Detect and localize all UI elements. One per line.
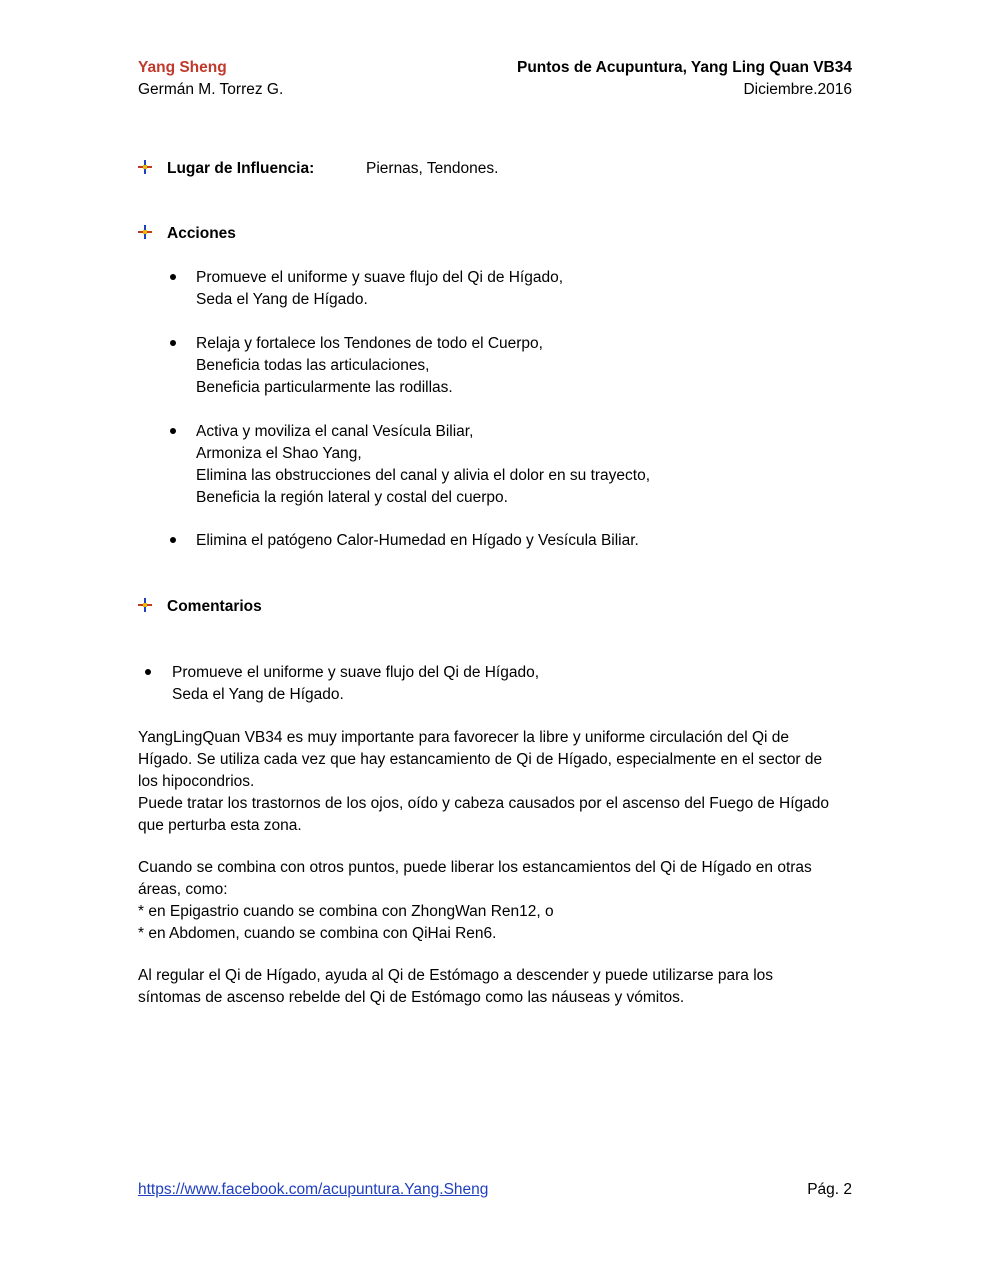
acciones-item-1-line-2: Seda el Yang de Hígado. — [196, 291, 368, 308]
bullet-icon — [145, 669, 151, 675]
header-right-title: Puntos de Acupuntura, Yang Ling Quan VB34 — [516, 59, 852, 76]
acciones-heading: Acciones — [167, 225, 236, 242]
acciones-item-4-line-1: Elimina el patógeno Calor-Humedad en Hígado y Vesícula Biliar. — [196, 532, 639, 549]
bullet-icon — [170, 537, 176, 543]
paragraph-1-line-1: YangLingQuan VB34 es muy importante para favorecer la libre y uniforme circulación del Qi de — [138, 729, 790, 746]
acciones-item-2-line-1: Relaja y fortalece los Tendones de todo el Cuerpo, — [196, 335, 543, 352]
paragraph-2-line-3: * en Epigastrio cuando se combina con ZhongWan Ren12, o — [138, 903, 554, 920]
paragraph-2-line-4: * en Abdomen, cuando se combina con QiHai Ren6. — [138, 925, 497, 942]
header-author: Germán M. Torrez G. — [138, 81, 284, 98]
acciones-item-3-line-2: Armoniza el Shao Yang, — [196, 445, 362, 462]
influence-label: Lugar de Influencia: — [167, 160, 315, 177]
acciones-item-3-line-3: Elimina las obstrucciones del canal y alivia el dolor en su trayecto, — [196, 467, 651, 484]
section-marker-icon — [138, 598, 152, 612]
header-left-title: Yang Sheng — [138, 59, 227, 76]
comentarios-heading: Comentarios — [167, 598, 262, 615]
section-marker-icon — [138, 160, 152, 174]
footer-facebook-link[interactable]: https://www.facebook.com/acupuntura.Yang.Sheng — [138, 1181, 489, 1198]
page-number: Pág. 2 — [807, 1181, 852, 1198]
paragraph-2-line-1: Cuando se combina con otros puntos, puede liberar los estancamientos del Qi de Hígado en otras — [138, 859, 812, 876]
comentarios-bullet-line-2: Seda el Yang de Hígado. — [172, 686, 344, 703]
paragraph-3-line-2: síntomas de ascenso rebelde del Qi de Estómago como las náuseas y vómitos. — [138, 989, 685, 1006]
paragraph-3-line-1: Al regular el Qi de Hígado, ayuda al Qi de Estómago a descender y puede utilizarse para los — [138, 967, 774, 984]
bullet-icon — [170, 340, 176, 346]
comentarios-bullet-line-1: Promueve el uniforme y suave flujo del Qi de Hígado, — [172, 664, 540, 681]
paragraph-1-line-5: que perturba esta zona. — [138, 817, 302, 834]
acciones-item-3-line-1: Activa y moviliza el canal Vesícula Biliar, — [196, 423, 474, 440]
bullet-icon — [170, 274, 176, 280]
influence-value: Piernas, Tendones. — [366, 160, 499, 177]
section-marker-icon — [138, 225, 152, 239]
paragraph-1-line-4: Puede tratar los trastornos de los ojos, oído y cabeza causados por el ascenso del Fuego de Hígado — [138, 795, 830, 812]
acciones-item-2-line-2: Beneficia todas las articulaciones, — [196, 357, 430, 374]
bullet-icon — [170, 428, 176, 434]
acciones-item-2-line-3: Beneficia particularmente las rodillas. — [196, 379, 453, 396]
acciones-item-1-line-1: Promueve el uniforme y suave flujo del Qi de Hígado, — [196, 269, 564, 286]
paragraph-2-line-2: áreas, como: — [138, 881, 228, 898]
paragraph-1-line-3: los hipocondrios. — [138, 773, 255, 790]
header-date: Diciembre.2016 — [743, 81, 852, 98]
paragraph-1-line-2: Hígado. Se utiliza cada vez que hay estancamiento de Qi de Hígado, especialmente en el sector de — [138, 751, 823, 768]
acciones-item-3-line-4: Beneficia la región lateral y costal del cuerpo. — [196, 489, 508, 506]
